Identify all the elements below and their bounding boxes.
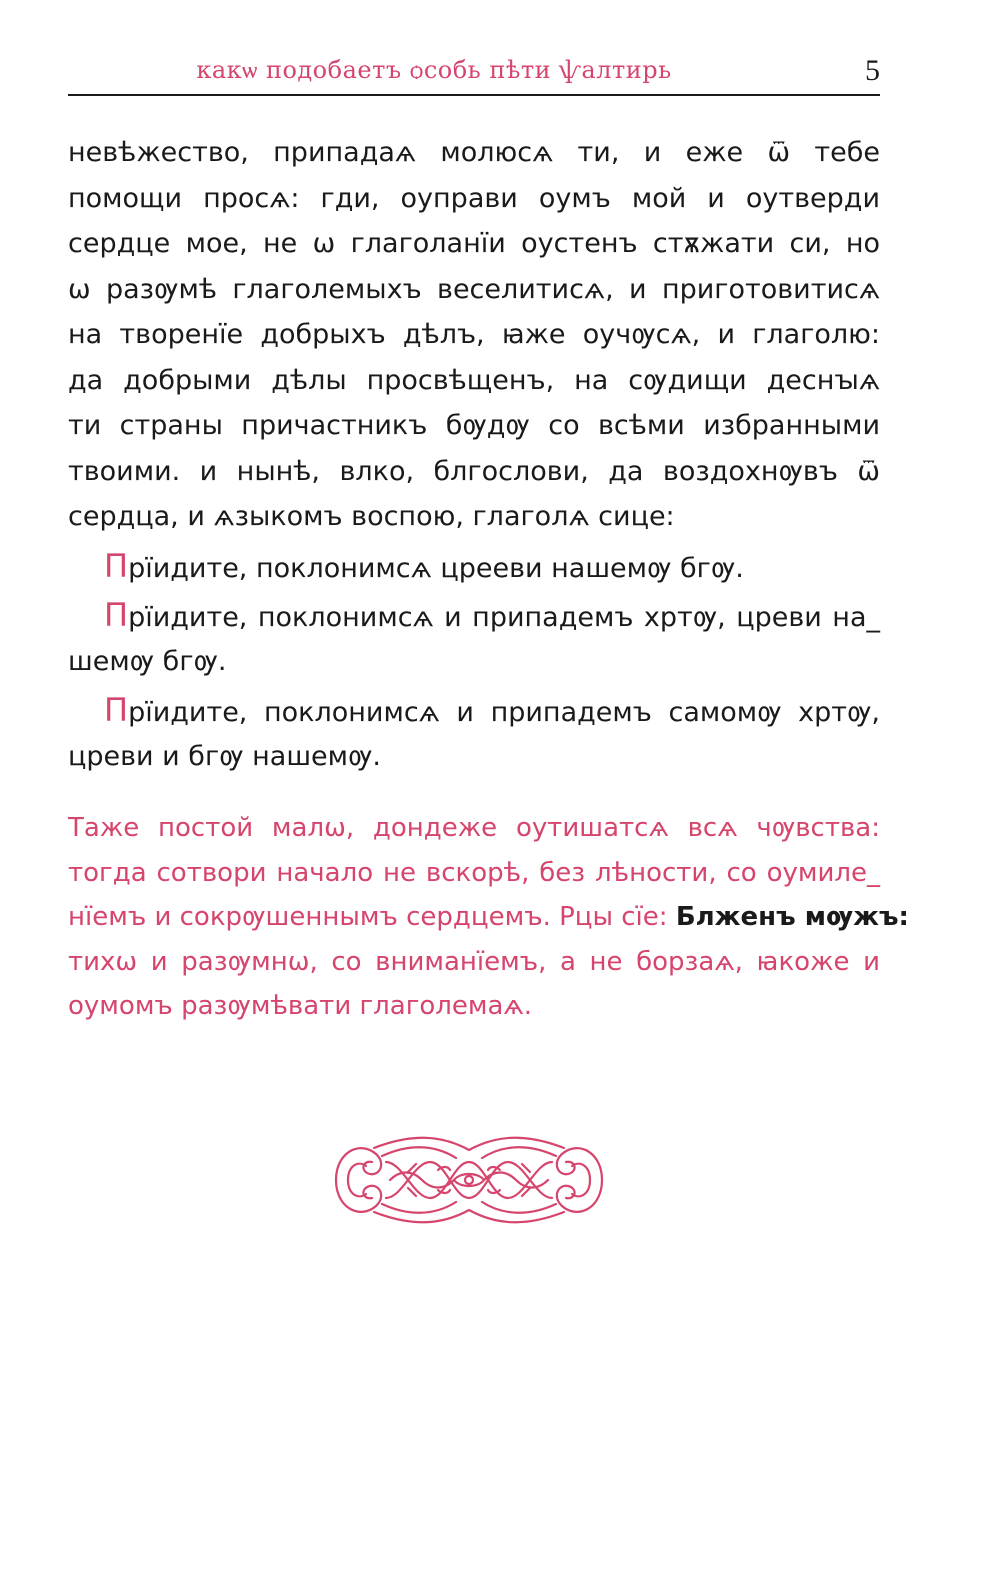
page-number: 5 bbox=[865, 54, 880, 87]
psalm-incipit: Блженъ мѹжъ: bbox=[675, 902, 909, 932]
running-title: какѡ подобаетъ ѻсобь пѣти ѱалтирь bbox=[196, 56, 672, 84]
invitatory-verse-2 bbox=[68, 593, 880, 639]
rubric-line: тихѡ и разѹмнѡ, со вниманїемъ, а не борзаѧ, ꙗкоже и bbox=[68, 946, 880, 977]
interlace-ornament bbox=[330, 1132, 608, 1228]
rubric-instruction bbox=[68, 806, 909, 1029]
text-line: сердце мое, не ѡ глаголанїи оустенъ стѫжати си, но bbox=[68, 228, 880, 259]
text-line: помощи просѧ: гди, оуправи оумъ мой и оутверди bbox=[68, 182, 880, 214]
rubric-line: тогда сотвори начало не вскорѣ, без лѣности, со оумиле_ bbox=[68, 857, 880, 888]
text-line: ти страны причастникъ бѹдѹ со всѣми избранными bbox=[68, 410, 880, 441]
rubric-line: Таже постой малѡ, дондеже оутишатсѧ всѧ чѹвства: bbox=[68, 813, 880, 843]
text-line: невѣжество, припадаѧ молюсѧ ти, и еже ѿ тебе bbox=[68, 137, 880, 168]
invitatory-verse-3 bbox=[68, 688, 880, 734]
running-head bbox=[68, 50, 880, 96]
invitatory-text: рїидите, поклонимсѧ и припадемъ самомѹ хртѹ, bbox=[128, 697, 880, 728]
text-line: сердца, и ѧзыкомъ воспою, глаголѧ сице: bbox=[68, 501, 675, 532]
prayer-text bbox=[68, 130, 880, 779]
text-line: да добрыми дѣлы просвѣщенъ, на сѹдищи деснꙑѧ bbox=[68, 364, 880, 396]
red-initial: П bbox=[104, 691, 129, 729]
text-line: твоими. и нынѣ, влко, блгослови, да воздохнѹвъ ѿ bbox=[68, 455, 880, 487]
invitatory-text: рїидите, поклонимсѧ и припадемъ хртѹ, цреви на_ bbox=[128, 602, 880, 633]
rubric-line bbox=[68, 895, 909, 940]
text-line: ѡ разѹмѣ глаголемыхъ веселитисѧ, и приготовитисѧ bbox=[68, 273, 880, 305]
invitatory-continuation: цреви и бгѹ нашемѹ. bbox=[68, 740, 382, 772]
invitatory-text: рїидите, поклонимсѧ црееви нашемѹ бгѹ. bbox=[128, 552, 744, 584]
invitatory-verse-1 bbox=[68, 544, 880, 590]
red-initial: П bbox=[104, 546, 129, 585]
red-initial: П bbox=[104, 596, 129, 634]
rubric-line: оумомъ разѹмѣвати глаголемаѧ. bbox=[68, 991, 533, 1021]
rubric-text: нїемъ и сокрѹшеннымъ сердцемъ. Рцы сїе: bbox=[68, 902, 668, 932]
invitatory-continuation: шемѹ бгѹ. bbox=[68, 645, 227, 677]
text-line: на творенїе добрыхъ дѣлъ, ꙗже оучѹсѧ, и глаголю: bbox=[68, 319, 880, 350]
